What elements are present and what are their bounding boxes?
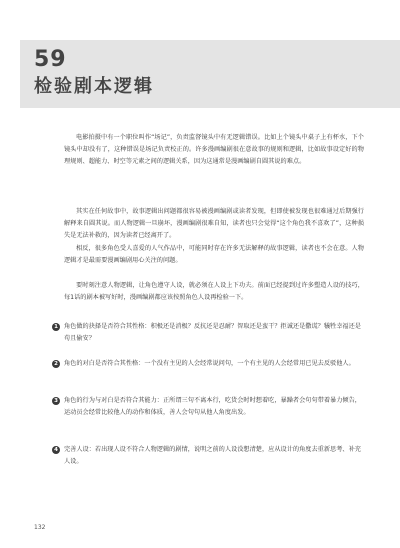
checklist-item-text: 角色做的抉择是否符合其性格：积极还是消极？反抗还是忍耐？智取还是蛮干？拒诚还是撒谎？犠牲幸福还是苟且偷安？ xyxy=(64,323,361,343)
checklist-item-2 xyxy=(52,358,364,370)
checklist-item-text: 完善人设：若出现人设不符合人物逻辑的剧情，说明之前的人设没想清楚，应从设计的角度去重新思考、补充人设。 xyxy=(64,446,361,466)
checklist-item-1 xyxy=(52,321,364,345)
checklist-item-3 xyxy=(52,395,364,419)
checklist-item-4 xyxy=(52,444,364,468)
item-number-badge: 2 xyxy=(52,360,60,368)
page-number: 132 xyxy=(34,524,46,531)
body-paragraph-3: 相反，很多角色受人喜爱的人气作品中，可能同时存在许多无法解释的故事逻辑，读者也不会在意。人物逻辑才是最需要漫画编剧用心关注的问题。 xyxy=(64,245,364,265)
item-number-badge: 4 xyxy=(52,446,60,454)
item-number-badge: 1 xyxy=(52,323,60,331)
body-paragraph-2: 其实在任何故事中，故事逻辑出问题都很容易被漫画编剧或读者发现，但即使被发现也很难通过后期强行解释来自圆其说。而人物逻辑一旦崩坏，漫画编剧很难自知，读者也只会觉得“这个角色我不喜欢了”，这种损失是无法补救的，因为读者已经离开了。 xyxy=(64,208,364,240)
chapter-title: 检验剧本逻辑 xyxy=(34,76,154,97)
checklist-item-text: 角色的行为与对白是否符合其能力：正所谓三句不离本行，吃货会时时想着吃，暴躁者会句句带着暴力倾告，运动员会经常比较他人的动作和体质，善人会句句从他人角度出发。 xyxy=(64,397,361,417)
body-paragraph-1: 电影拍摄中有一个职位叫作“场记”，负责监督镜头中有无逻辑错误。比如上个镜头中桌子上有杯水，下个镜头中却没有了，这种错误是场记负责校正的。许多漫画编剧很在意故事的规则和逻辑，比如故事设定好的物理规则、超能力、时空等元素之间的逻辑关系，因为这通常是漫画编剧自圆其说的难点。 xyxy=(64,134,364,166)
chapter-number: 59 xyxy=(34,47,67,72)
item-number-badge: 3 xyxy=(52,397,60,405)
checklist-item-text: 角色的对白是否符合其性格：一个没有主见的人会经常说问句，一个有主见的人会经常用已见去反驳他人。 xyxy=(64,360,355,367)
body-paragraph-4: 要时刻注意人物逻辑，让角色遵守人设，就必须在人设上下功夫。前面已经提到过许多塑造人设的技巧，每1话的剧本被写好时，漫画编剧都应该按照角色人设再检验一下。 xyxy=(64,282,364,302)
